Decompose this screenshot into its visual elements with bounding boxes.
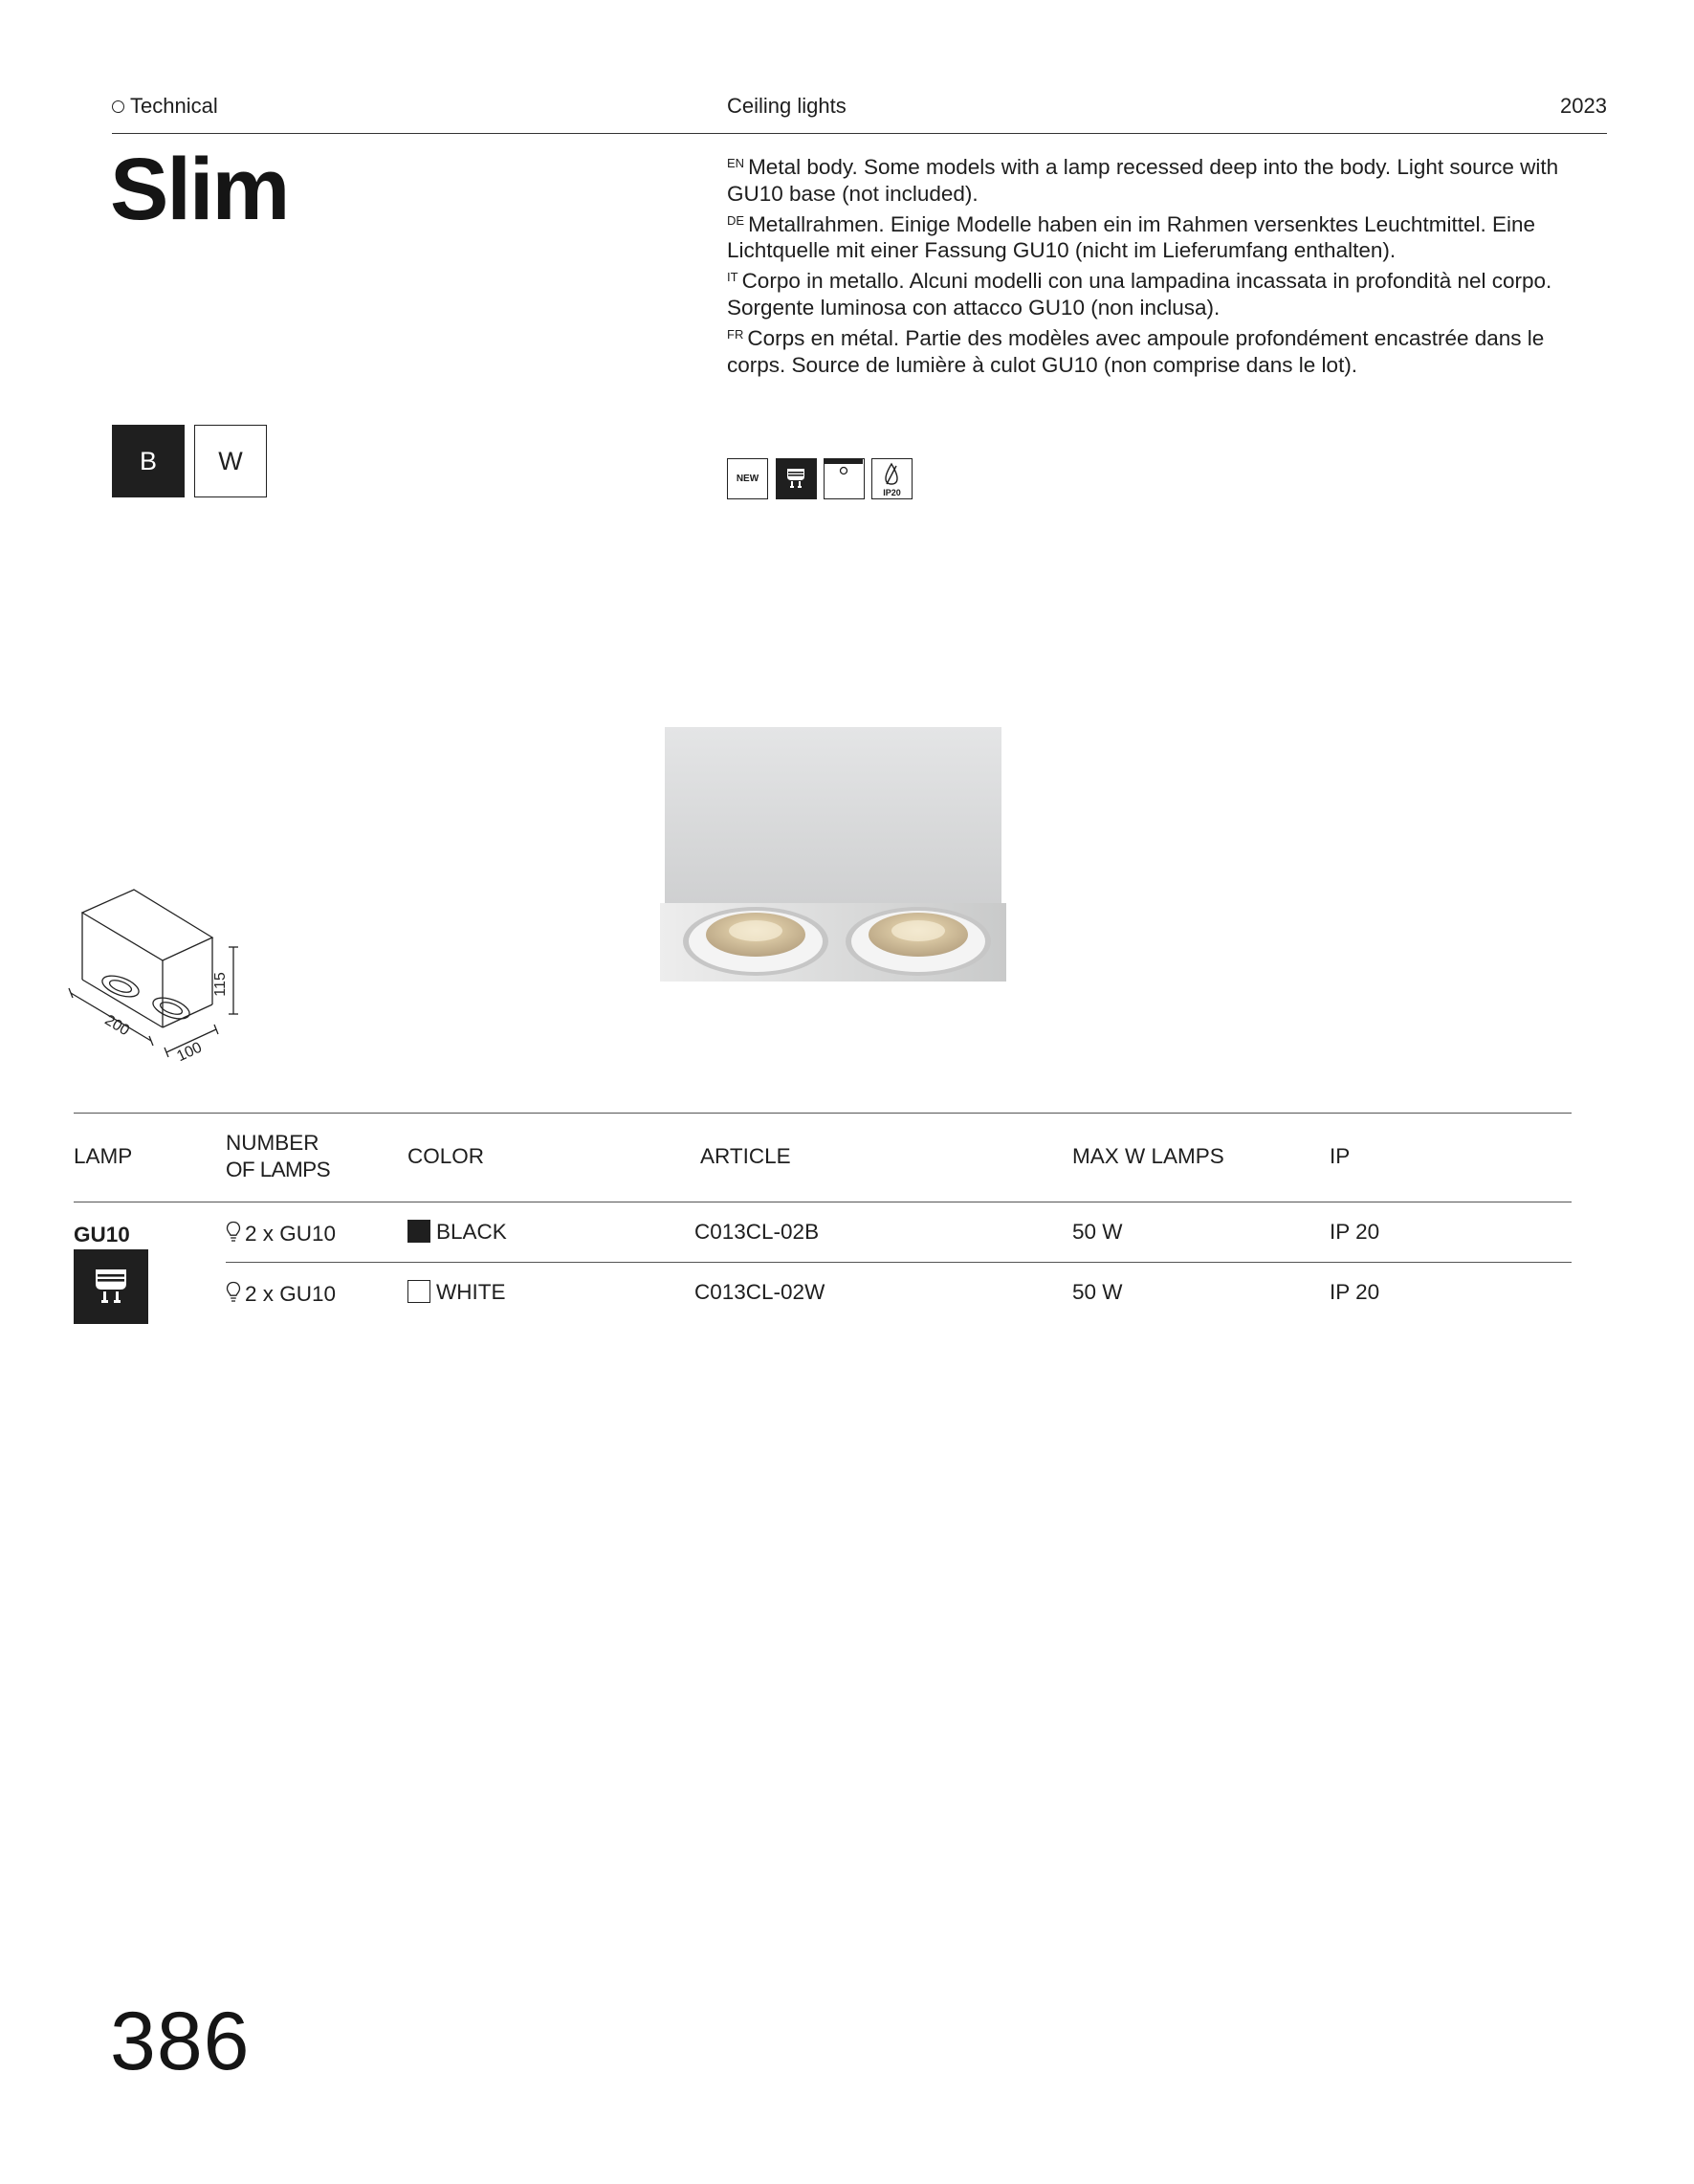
finish-swatch-white: W (194, 425, 267, 497)
page-number: 386 (110, 1996, 251, 2087)
header-color: COLOR (407, 1144, 485, 1168)
product-image (660, 727, 1023, 1000)
year-label: 2023 (1560, 94, 1607, 118)
ip-cell: IP 20 (1330, 1280, 1380, 1304)
height-dimension: 115 (212, 972, 229, 997)
header-ip: IP (1330, 1144, 1351, 1168)
length-dimension: 200 (101, 1011, 133, 1040)
header-max-w: MAX W LAMPS (1072, 1144, 1224, 1168)
article-cell: C013CL-02B (694, 1220, 820, 1244)
ip20-icon (871, 458, 913, 499)
finish-swatch-black: B (112, 425, 185, 497)
header-section (112, 94, 218, 119)
circle-icon (112, 100, 124, 113)
ceiling-lamp-icon (824, 458, 865, 499)
bulb-icon (226, 1221, 241, 1244)
width-dimension: 100 (174, 1039, 205, 1066)
bulb-icon (226, 1281, 241, 1304)
category-label: Ceiling lights (727, 94, 847, 118)
table-top-rule (74, 1113, 1572, 1114)
gu10-lamp-icon (74, 1249, 148, 1324)
product-title: Slim (110, 141, 289, 238)
color-swatch-black (407, 1220, 430, 1243)
description-block (727, 150, 1588, 378)
section-label: Technical (130, 94, 218, 118)
header-divider (112, 133, 1607, 134)
description-fr: $^{FR}$ Corps en métal. Partie des modèles avec ampoule profondément encastrée dans le corps. Source de lumière à culot GU10 (non comprise dans le lot). (727, 325, 1545, 377)
header-article: ARTICLE (700, 1144, 791, 1168)
new-badge: NEW (727, 458, 768, 499)
description-de: $^{DE}$ Metallrahmen. Einige Modelle haben ein im Rahmen versenktes Leuchtmittel. Eine Lichtquelle mit einer Fassung GU10 (nicht im Lieferumfang enthalten). (727, 211, 1535, 263)
max-w-cell: 50 W (1072, 1280, 1123, 1304)
max-w-cell: 50 W (1072, 1220, 1123, 1244)
ip-cell: IP 20 (1330, 1220, 1380, 1244)
ip20-label: IP20 (883, 488, 901, 497)
article-cell: C013CL-02W (694, 1280, 825, 1304)
header-lamp: LAMP (74, 1144, 133, 1168)
color-cell: WHITE (407, 1280, 506, 1305)
table-row: 2 x GU10 (226, 1221, 336, 1246)
dimension-drawing (59, 888, 270, 1074)
header-number: NUMBER OF LAMPS (226, 1131, 330, 1181)
color-cell: BLACK (407, 1220, 507, 1245)
row-divider (226, 1262, 1572, 1263)
description-it: $^{IT}$ Corpo in metallo. Alcuni modelli con una lampadina incassata in profondità nel corpo. Sorgente luminosa con attacco GU10 (non inclusa). (727, 269, 1552, 320)
description-en: $^{EN}$ Metal body. Some models with a lamp recessed deep into the body. Light source with GU10 base (not included). (727, 155, 1559, 206)
gu10-icon (776, 458, 817, 499)
table-row: 2 x GU10 (226, 1281, 336, 1307)
color-swatch-white (407, 1280, 430, 1303)
lamp-type: GU10 (74, 1223, 130, 1246)
